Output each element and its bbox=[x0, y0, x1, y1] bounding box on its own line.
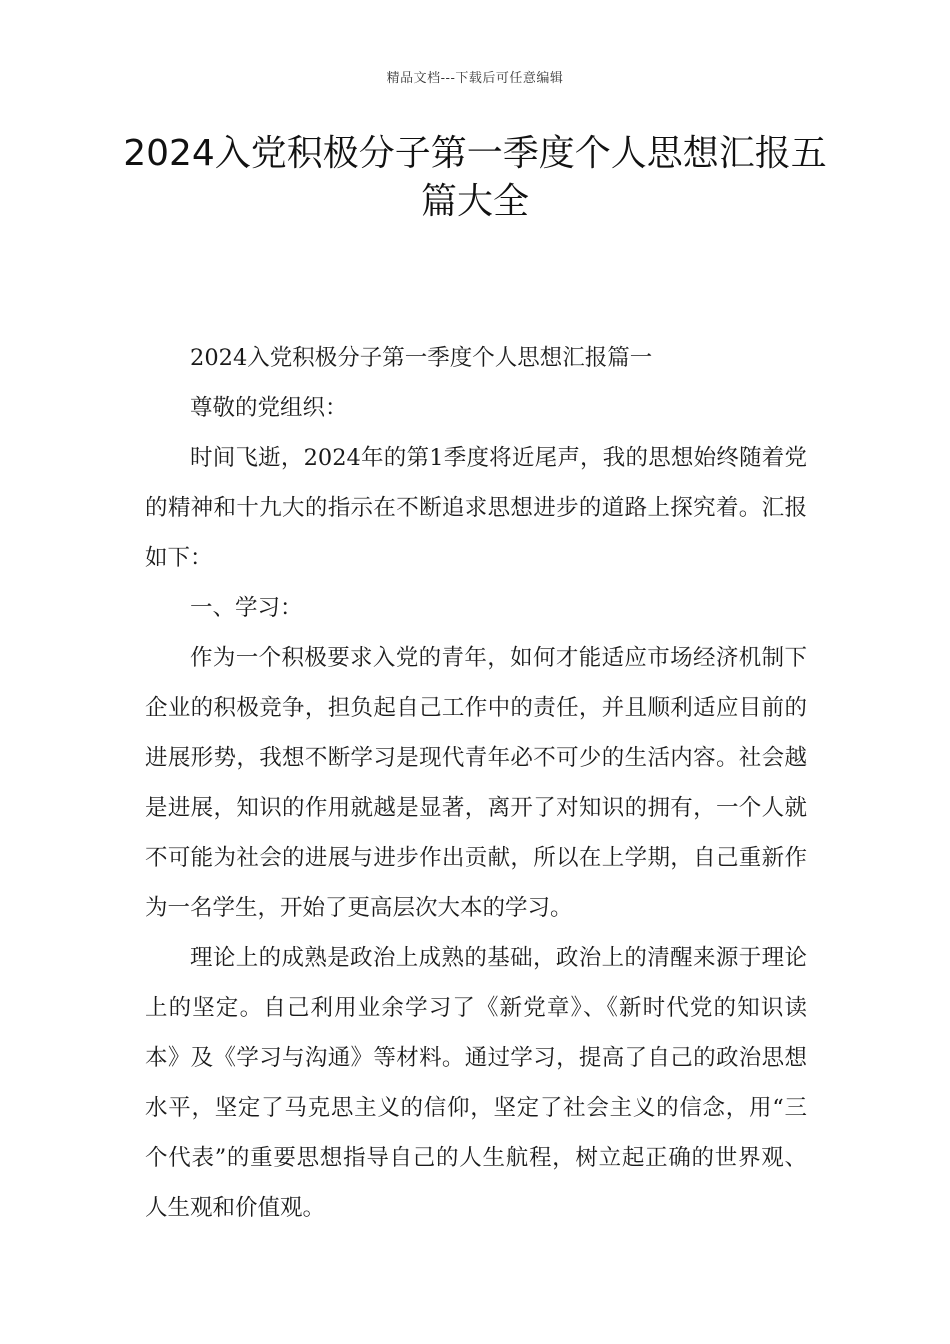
document-title: 2024入党积极分子第一季度个人思想汇报五篇大全 bbox=[123, 133, 827, 222]
salutation: 尊敬的党组织： bbox=[190, 395, 348, 421]
section-heading: 2024入党积极分子第一季度个人思想汇报篇一 bbox=[190, 345, 653, 371]
header-note: 精品文档---下载后可任意编辑 bbox=[386, 71, 564, 86]
paragraph-subheading: 一、学习： bbox=[190, 595, 303, 621]
paragraph: 理论上的成熟是政治上成熟的基础，政治上的清醒来源于理论上的坚定。自己利用业余学习了《新党章》、《新时代党的知识读本》及《学习与沟通》等材料。通过学习，提高了自己的政治思想水平，坚定了马克思主义的信仰，坚定了社会主义的信念，用“三个代表”的重要思想指导自己的人生航程，树立起正确的世界观、人生观和价值观。 bbox=[145, 945, 807, 1221]
document-body bbox=[145, 333, 807, 1233]
paragraph: 时间飞逝，2024年的第1季度将近尾声，我的思想始终随着党的精神和十九大的指示在不断追求思想进步的道路上探究着。汇报如下： bbox=[145, 445, 807, 571]
paragraph: 作为一个积极要求入党的青年，如何才能适应市场经济机制下企业的积极竞争，担负起自己工作中的责任，并且顺利适应目前的进展形势，我想不断学习是现代青年必不可少的生活内容。社会越是进展，知识的作用就越是显著，离开了对知识的拥有，一个人就不可能为社会的进展与进步作出贡献，所以在上学期，自己重新作为一名学生，开始了更高层次大本的学习。 bbox=[145, 645, 807, 921]
